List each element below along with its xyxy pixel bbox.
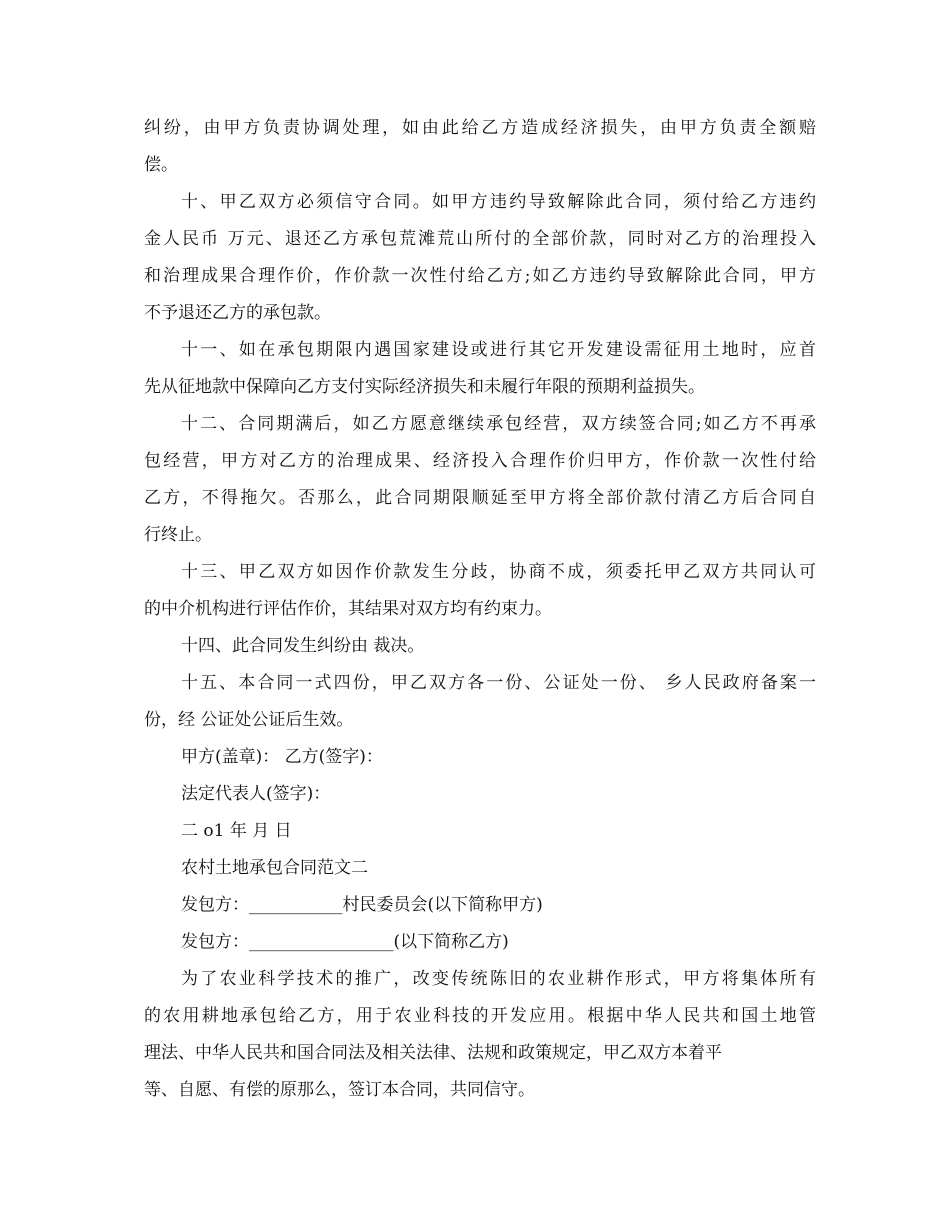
text-line: 和治理成果合理作价，作价款一次性付给乙方;如乙方违约导致解除此合同，甲方 — [144, 266, 816, 286]
paragraph-11-line: 十一、如在承包期限内遇国家建设或进行其它开发建设需征用土地时，应首 — [181, 340, 816, 360]
section-title: 农村土地承包合同范文二 — [181, 858, 368, 878]
date-line: 二 o1 年 月 日 — [181, 821, 292, 841]
text-line: 行终止。 — [144, 525, 212, 545]
document-page — [144, 110, 816, 1109]
intro-paragraph-line: 为了农业科学技术的推广，改变传统陈旧的农业耕作形式，甲方将集体所有 — [181, 969, 816, 989]
paragraph-10-line: 十、甲乙双方必须信守合同。如甲方违约导致解除此合同，须付给乙方违约 — [181, 192, 816, 212]
text-line: 的中介机构进行评估作价，其结果对双方均有约束力。 — [144, 599, 552, 619]
paragraph-12-line: 十二、合同期满后，如乙方愿意继续承包经营，双方续签合同;如乙方不再承 — [181, 414, 816, 434]
paragraph-13-line: 十三、甲乙双方如因作价款发生分歧，协商不成，须委托甲乙双方共同认可 — [181, 562, 816, 582]
text-line: 金人民币 万元、退还乙方承包荒滩荒山所付的全部价款，同时对乙方的治理投入 — [144, 229, 816, 249]
text-line: 乙方，不得拖欠。否那么，此合同期限顺延至甲方将全部价款付清乙方后合同自 — [144, 488, 816, 508]
text-line: 理法、中华人民共和国合同法及相关法律、法规和政策规定，甲乙双方本着平 — [144, 1043, 722, 1063]
text-line: 不予退还乙方的承包款。 — [144, 303, 331, 323]
text-line: 的农用耕地承包给乙方，用于农业科技的开发应用。根据中华人民共和国土地管 — [144, 1006, 816, 1026]
party-a-line: 发包方：___________村民委员会(以下简称甲方) — [181, 895, 543, 915]
text-line: 偿。 — [144, 155, 178, 175]
party-b-line: 发包方：_________________(以下简称乙方) — [181, 932, 509, 952]
text-line: 份，经 公证处公证后生效。 — [144, 710, 354, 730]
text-line: 包经营，甲方对乙方的治理成果、经济投入合理作价归甲方，作价款一次性付给 — [144, 451, 816, 471]
text-line: 纠纷，由甲方负责协调处理，如由此给乙方造成经济损失，由甲方负责全额赔 — [144, 118, 816, 138]
legal-representative-line: 法定代表人(签字)： — [181, 784, 331, 804]
signature-party-line: 甲方(盖章)： 乙方(签字)： — [181, 747, 383, 767]
text-line: 先从征地款中保障向乙方支付实际经济损失和未履行年限的预期利益损失。 — [144, 377, 705, 397]
paragraph-14-line: 十四、此合同发生纠纷由 裁决。 — [181, 636, 425, 656]
paragraph-15-line: 十五、本合同一式四份，甲乙双方各一份、公证处一份、 乡人民政府备案一 — [181, 673, 816, 693]
text-line: 等、自愿、有偿的原那么，签订本合同，共同信守。 — [144, 1080, 535, 1100]
